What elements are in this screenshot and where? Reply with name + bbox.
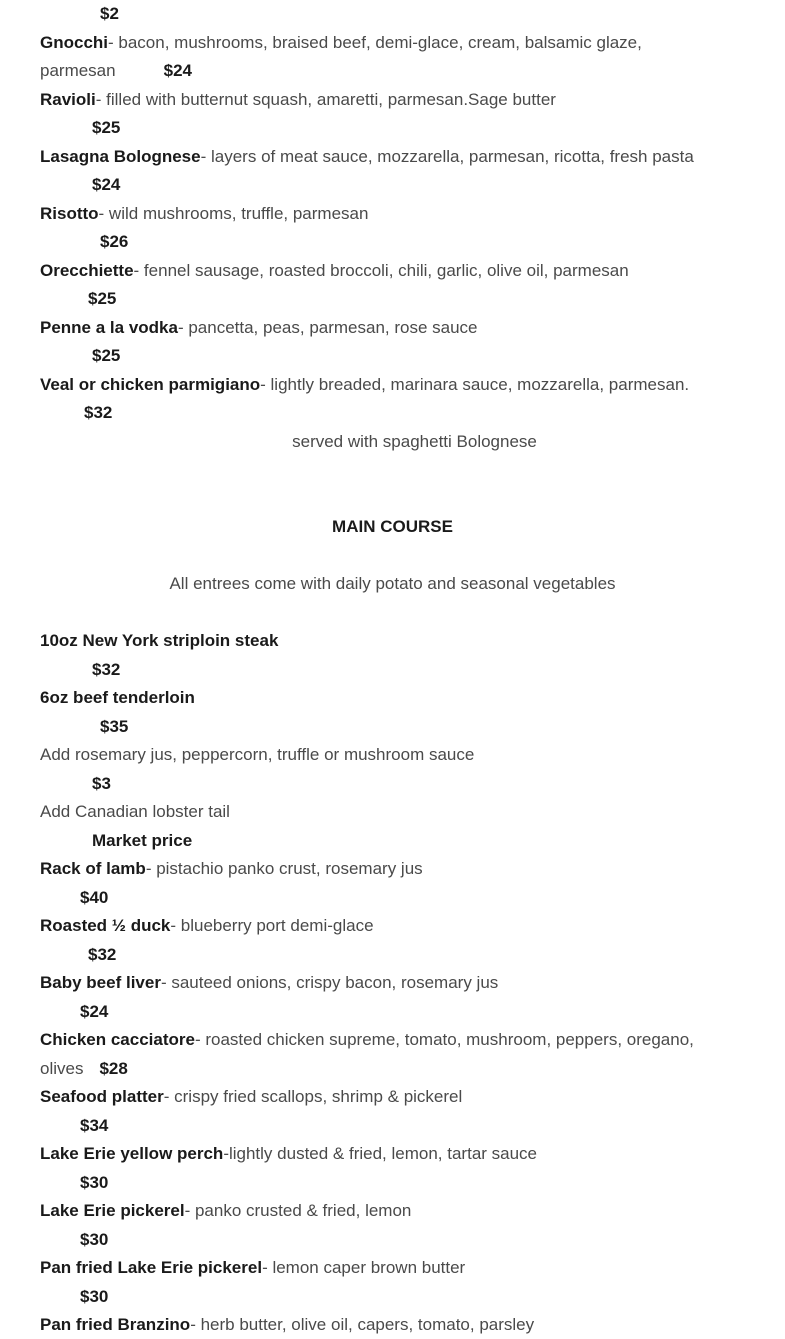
item-name: Ravioli [40, 90, 96, 109]
item-name: Lake Erie pickerel [40, 1201, 185, 1220]
item-description: - herb butter, olive oil, capers, tomato, parsley [190, 1315, 535, 1334]
menu-item [40, 1254, 745, 1282]
menu-item [40, 29, 745, 57]
item-description: olives [40, 1059, 84, 1078]
menu-item [40, 684, 745, 712]
item-price: $32 [84, 403, 113, 422]
item-name: 10oz New York striploin steak [40, 631, 279, 650]
item-description: - filled with butternut squash, amaretti, parmesan.Sage butter [95, 90, 556, 109]
item-description: - blueberry port demi-glace [170, 916, 374, 935]
item-description: - pistachio panko crust, rosemary jus [145, 859, 423, 878]
item-description: - pancetta, peas, parmesan, rose sauce [177, 318, 478, 337]
menu-item [40, 314, 745, 342]
item-description: - fennel sausage, roasted broccoli, chili, garlic, olive oil, parmesan [133, 261, 629, 280]
menu-item-continued [40, 1055, 745, 1083]
item-name: 6oz beef tenderloin [40, 688, 195, 707]
item-price: $28 [99, 1059, 128, 1078]
item-name: Chicken cacciatore [40, 1030, 195, 1049]
item-description: - sauteed onions, crispy bacon, rosemary jus [160, 973, 499, 992]
menu-item [40, 257, 745, 285]
section-subtitle: All entrees come with daily potato and seasonal vegetables [169, 574, 616, 593]
item-description: - panko crusted & fried, lemon [184, 1201, 412, 1220]
menu-item [40, 200, 745, 228]
item-price: $32 [92, 660, 121, 679]
item-name: Seafood platter [40, 1087, 164, 1106]
item-name: Pan fried Branzino [40, 1315, 191, 1334]
item-description: - lightly breaded, marinara sauce, mozzarella, parmesan. [260, 375, 690, 394]
item-price: $2 [100, 4, 119, 23]
item-description: - layers of meat sauce, mozzarella, parmesan, ricotta, fresh pasta [200, 147, 694, 166]
item-price: $34 [80, 1116, 109, 1135]
item-price: $30 [80, 1230, 109, 1249]
item-price: $40 [80, 888, 109, 907]
menu-item [40, 912, 745, 940]
item-description: Add rosemary jus, peppercorn, truffle or mushroom sauce [40, 745, 475, 764]
item-name: Penne a la vodka [40, 318, 178, 337]
menu-addon [40, 741, 745, 769]
item-description: - crispy fried scallops, shrimp & pickerel [163, 1087, 463, 1106]
menu-item [40, 627, 745, 655]
item-name: Lasagna Bolognese [40, 147, 201, 166]
item-price: $30 [80, 1287, 109, 1306]
item-description: parmesan [40, 61, 116, 80]
item-price: $25 [88, 289, 117, 308]
item-price: $30 [80, 1173, 109, 1192]
item-name: Roasted ½ duck [40, 916, 171, 935]
item-price: $24 [92, 175, 121, 194]
item-description: - wild mushrooms, truffle, parmesan [98, 204, 369, 223]
menu-item-continued [40, 57, 745, 85]
menu-item [40, 143, 745, 171]
item-price: $24 [163, 61, 192, 80]
item-name: Baby beef liver [40, 973, 161, 992]
item-name: Risotto [40, 204, 99, 223]
menu-item [40, 86, 745, 114]
item-price: $35 [100, 717, 129, 736]
item-price: $25 [92, 346, 121, 365]
menu-item [40, 855, 745, 883]
menu-addon [40, 798, 745, 826]
section-heading: MAIN COURSE [332, 517, 453, 536]
pasta-note: served with spaghetti Bolognese [292, 432, 537, 451]
menu-item [40, 1140, 745, 1168]
item-price: $26 [100, 232, 129, 251]
item-description: Add Canadian lobster tail [40, 802, 230, 821]
item-name: Lake Erie yellow perch [40, 1144, 224, 1163]
item-description: - roasted chicken supreme, tomato, mushroom, peppers, oregano, [194, 1030, 694, 1049]
item-description: - bacon, mushrooms, braised beef, demi-glace, cream, balsamic glaze, [108, 33, 642, 52]
item-name: Pan fried Lake Erie pickerel [40, 1258, 263, 1277]
item-description: - lemon caper brown butter [262, 1258, 466, 1277]
item-name: Orecchiette [40, 261, 134, 280]
menu-item [40, 1026, 745, 1054]
item-price: $24 [80, 1002, 109, 1021]
item-price: $32 [88, 945, 117, 964]
item-price: $3 [92, 774, 111, 793]
menu-item [40, 1197, 745, 1225]
item-price: Market price [92, 831, 193, 850]
item-description: -lightly dusted & fried, lemon, tartar sauce [223, 1144, 538, 1163]
item-name: Gnocchi [40, 33, 109, 52]
item-price: $25 [92, 118, 121, 137]
menu-item [40, 371, 745, 399]
menu-item [40, 1311, 745, 1339]
item-name: Veal or chicken parmigiano [40, 375, 261, 394]
item-name: Rack of lamb [40, 859, 146, 878]
menu-item [40, 1083, 745, 1111]
menu-item [40, 969, 745, 997]
